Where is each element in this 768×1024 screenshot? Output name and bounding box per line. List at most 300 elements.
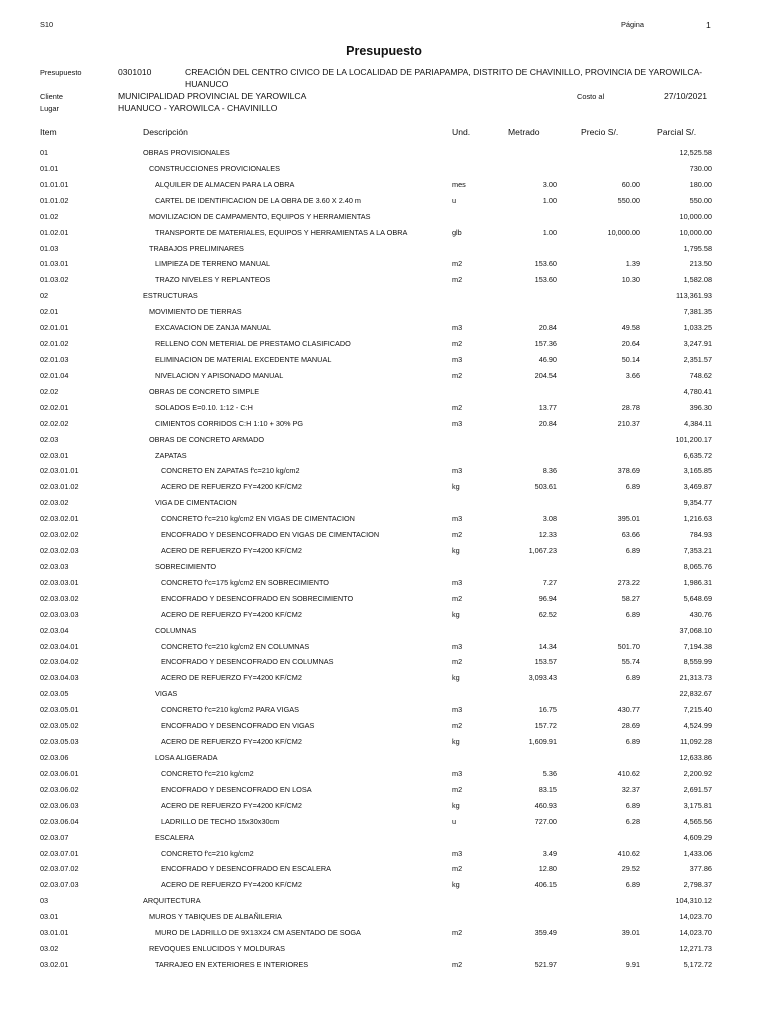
row-parcial: 21,313.73 <box>679 673 712 683</box>
row-item-code: 02.03.05.03 <box>40 737 79 746</box>
row-precio: 501.70 <box>617 641 640 651</box>
cliente-value: MUNICIPALIDAD PROVINCIAL DE YAROWILCA <box>118 91 307 101</box>
row-unit: m2 <box>452 402 463 412</box>
row-unit: m2 <box>452 721 463 731</box>
row-metrado: 1.00 <box>542 227 557 237</box>
row-description: ACERO DE REFUERZO FY=4200 KF/CM2 <box>161 673 302 683</box>
row-precio: 378.69 <box>617 466 640 476</box>
row-precio: 1.39 <box>625 259 640 269</box>
row-description: CONCRETO f'c=210 kg/cm2 PARA VIGAS <box>161 705 299 715</box>
column-header-descripcion: Descripción <box>143 127 188 137</box>
row-unit: kg <box>452 546 460 555</box>
row-parcial: 10,000.00 <box>679 227 712 237</box>
row-item-code: 02.03.06.03 <box>40 800 79 810</box>
row-item-code: 02.03 <box>40 434 59 444</box>
row-parcial: 4,565.56 <box>683 816 712 826</box>
row-item-code: 02.03.07.02 <box>40 864 79 874</box>
row-item-code: 02.03.05 <box>40 689 69 699</box>
row-parcial: 1,433.06 <box>683 848 712 858</box>
row-parcial: 11,092.28 <box>680 737 712 746</box>
row-description: SOBRECIMIENTO <box>155 561 217 571</box>
row-precio: 29.52 <box>621 864 640 874</box>
row-item-code: 03.01 <box>40 912 59 922</box>
row-description: TRANSPORTE DE MATERIALES, EQUIPOS Y HERRAMIENTAS A LA OBRA <box>155 227 408 237</box>
row-unit: m2 <box>452 593 463 603</box>
row-item-code: 01 <box>40 148 49 157</box>
row-parcial: 7,194.38 <box>683 641 712 651</box>
row-description: LIMPIEZA DE TERRENO MANUAL <box>155 259 271 269</box>
row-precio: 32.37 <box>621 784 640 794</box>
row-metrado: 3,093.43 <box>528 673 557 683</box>
row-precio: 6.89 <box>625 546 640 555</box>
page-title: Presupuesto <box>346 44 422 58</box>
row-precio: 10,000.00 <box>607 227 640 237</box>
row-item-code: 02.01 <box>40 307 59 317</box>
row-description: RELLENO CON METERIAL DE PRESTAMO CLASIFICADO <box>155 339 351 348</box>
row-description: VIGAS <box>155 689 178 699</box>
row-parcial: 396.30 <box>689 402 712 412</box>
row-unit: u <box>452 195 457 205</box>
row-description: CONCRETO f'c=210 kg/cm2 <box>161 848 254 858</box>
row-metrado: 7.27 <box>542 577 557 587</box>
row-item-code: 02.03.01.02 <box>40 482 79 492</box>
row-description: EXCAVACION DE ZANJA MANUAL <box>155 323 272 333</box>
row-item-code: 02.03.04.01 <box>40 641 79 651</box>
row-unit: kg <box>452 482 460 492</box>
report-code: S10 <box>40 20 54 29</box>
row-precio: 6.89 <box>625 482 640 492</box>
row-parcial: 1,033.25 <box>683 323 712 333</box>
row-precio: 6.89 <box>625 737 640 746</box>
row-item-code: 02.02.02 <box>40 418 69 428</box>
row-precio: 395.01 <box>617 514 640 524</box>
row-parcial: 377.86 <box>689 864 712 874</box>
row-parcial: 14,023.70 <box>679 912 712 922</box>
table-row <box>0 212 768 224</box>
row-parcial: 10,000.00 <box>679 211 712 221</box>
presupuesto-label: Presupuesto <box>40 68 82 77</box>
row-unit: m2 <box>452 530 463 540</box>
row-item-code: 02.03.01.01 <box>40 466 79 476</box>
row-unit: m3 <box>452 355 463 364</box>
row-parcial: 7,215.40 <box>683 705 712 715</box>
row-unit: m3 <box>452 848 463 858</box>
row-description: ESTRUCTURAS <box>143 291 198 301</box>
table-row <box>0 737 768 749</box>
table-row <box>0 466 768 478</box>
table-row <box>0 689 768 701</box>
row-description: TARRAJEO EN EXTERIORES E INTERIORES <box>155 959 309 969</box>
row-unit: kg <box>452 609 460 619</box>
row-description: OBRAS DE CONCRETO ARMADO <box>149 434 265 444</box>
row-metrado: 153.60 <box>534 259 557 269</box>
row-parcial: 1,795.58 <box>683 243 712 253</box>
row-unit: m3 <box>452 466 463 476</box>
row-item-code: 02.03.06 <box>40 753 69 762</box>
table-row <box>0 705 768 717</box>
row-metrado: 157.36 <box>534 339 557 348</box>
row-metrado: 46.90 <box>538 355 557 364</box>
table-row <box>0 721 768 733</box>
table-row <box>0 801 768 813</box>
column-header-und: Und. <box>452 127 471 137</box>
table-row <box>0 371 768 383</box>
row-item-code: 01.01.02 <box>40 195 69 205</box>
row-unit: m2 <box>452 259 463 269</box>
row-item-code: 02.03.05.02 <box>40 721 79 731</box>
row-item-code: 01.01 <box>40 163 59 173</box>
row-description: CONSTRUCCIONES PROVICIONALES <box>149 163 280 173</box>
table-row <box>0 928 768 940</box>
row-item-code: 02.03.04.02 <box>40 657 79 667</box>
row-unit: m2 <box>452 657 463 667</box>
row-description: MOVILIZACION DE CAMPAMENTO, EQUIPOS Y HERRAMIENTAS <box>149 211 371 221</box>
row-parcial: 113,361.93 <box>676 291 712 301</box>
row-metrado: 83.15 <box>538 784 557 794</box>
row-parcial: 22,832.67 <box>679 689 712 699</box>
row-precio: 210.37 <box>617 418 640 428</box>
table-row <box>0 275 768 287</box>
table-row <box>0 307 768 319</box>
row-precio: 60.00 <box>621 179 640 189</box>
row-unit: kg <box>452 673 460 683</box>
row-item-code: 01.03.02 <box>40 275 69 285</box>
row-parcial: 12,633.86 <box>679 753 712 762</box>
row-parcial: 1,986.31 <box>683 577 712 587</box>
table-row <box>0 673 768 685</box>
row-description: ESCALERA <box>155 832 194 842</box>
row-unit: m3 <box>452 705 463 715</box>
row-parcial: 5,172.72 <box>683 959 712 969</box>
table-row <box>0 896 768 908</box>
row-metrado: 13.77 <box>538 402 557 412</box>
row-description: MOVIMIENTO DE TIERRAS <box>149 307 242 317</box>
column-header-metrado: Metrado <box>508 127 540 137</box>
row-item-code: 02.03.07 <box>40 832 69 842</box>
row-parcial: 12,525.58 <box>679 148 712 157</box>
row-unit: m2 <box>452 339 463 348</box>
table-row <box>0 323 768 335</box>
row-metrado: 727.00 <box>534 816 557 826</box>
row-description: CONCRETO f'c=210 kg/cm2 <box>161 768 254 778</box>
row-item-code: 02.03.04 <box>40 625 69 635</box>
row-unit: m2 <box>452 275 463 285</box>
row-parcial: 4,780.41 <box>683 386 712 396</box>
row-item-code: 02.01.03 <box>40 355 69 364</box>
row-precio: 9.91 <box>625 959 640 969</box>
row-description: SOLADOS E=0.10. 1:12 - C:H <box>155 402 253 412</box>
row-precio: 58.27 <box>621 593 640 603</box>
row-item-code: 02.01.01 <box>40 323 69 333</box>
table-row <box>0 435 768 447</box>
table-row <box>0 228 768 240</box>
row-item-code: 02.03.03.02 <box>40 593 79 603</box>
row-description: ALQUILER DE ALMACEN PARA LA OBRA <box>155 179 295 189</box>
row-parcial: 3,165.85 <box>683 466 712 476</box>
row-item-code: 03.02.01 <box>40 959 69 969</box>
table-row <box>0 594 768 606</box>
table-row <box>0 817 768 829</box>
row-parcial: 213.50 <box>689 259 712 269</box>
row-unit: u <box>452 816 457 826</box>
row-precio: 49.58 <box>621 323 640 333</box>
row-unit: m2 <box>452 928 463 938</box>
table-row <box>0 498 768 510</box>
row-parcial: 180.00 <box>689 179 712 189</box>
row-item-code: 02.03.04.03 <box>40 673 79 683</box>
row-precio: 55.74 <box>621 657 640 667</box>
presupuesto-code: 0301010 <box>118 67 152 77</box>
row-unit: glb <box>452 227 462 237</box>
row-parcial: 784.93 <box>689 530 712 540</box>
row-metrado: 204.54 <box>534 370 557 380</box>
row-metrado: 521.97 <box>534 959 557 969</box>
row-description: COLUMNAS <box>155 625 197 635</box>
table-row <box>0 960 768 972</box>
table-row <box>0 657 768 669</box>
row-item-code: 03.01.01 <box>40 928 69 938</box>
row-parcial: 1,582.08 <box>683 275 712 285</box>
row-parcial: 4,609.29 <box>683 832 712 842</box>
row-item-code: 02.03.07.03 <box>40 880 79 890</box>
table-row <box>0 562 768 574</box>
row-parcial: 2,691.57 <box>683 784 712 794</box>
row-precio: 430.77 <box>617 705 640 715</box>
row-metrado: 460.93 <box>534 800 557 810</box>
row-description: LADRILLO DE TECHO 15x30x30cm <box>161 816 280 826</box>
row-description: NIVELACION Y APISONADO MANUAL <box>155 370 284 380</box>
table-row <box>0 944 768 956</box>
row-precio: 39.01 <box>621 928 640 938</box>
row-description: ZAPATAS <box>155 450 187 460</box>
row-item-code: 02.03.06.04 <box>40 816 79 826</box>
table-row <box>0 482 768 494</box>
table-row <box>0 642 768 654</box>
row-precio: 6.89 <box>625 880 640 890</box>
table-row <box>0 339 768 351</box>
row-precio: 28.69 <box>621 721 640 731</box>
row-precio: 410.62 <box>617 848 640 858</box>
row-item-code: 03 <box>40 896 49 906</box>
row-description: ENCOFRADO Y DESENCOFRADO EN VIGAS DE CIMENTACION <box>161 530 380 540</box>
row-unit: m3 <box>452 514 463 524</box>
row-parcial: 4,384.11 <box>684 418 712 428</box>
row-unit: m2 <box>452 864 463 874</box>
row-description: ENCOFRADO Y DESENCOFRADO EN VIGAS <box>161 721 315 731</box>
row-item-code: 02.03.01 <box>40 450 69 460</box>
row-parcial: 3,469.87 <box>683 482 712 492</box>
lugar-value: HUANUCO - YAROWILCA - CHAVINILLO <box>118 103 278 113</box>
row-precio: 6.28 <box>625 816 640 826</box>
row-metrado: 16.75 <box>538 705 557 715</box>
row-precio: 273.22 <box>617 577 640 587</box>
row-parcial: 3,247.91 <box>683 339 712 348</box>
row-description: ACERO DE REFUERZO FY=4200 KF/CM2 <box>161 800 302 810</box>
table-row <box>0 610 768 622</box>
row-metrado: 8.36 <box>542 466 557 476</box>
row-description: ACERO DE REFUERZO FY=4200 KF/CM2 <box>161 546 302 555</box>
row-item-code: 02.03.02.03 <box>40 546 79 555</box>
row-description: ACERO DE REFUERZO FY=4200 KF/CM2 <box>161 880 302 890</box>
row-item-code: 02.03.05.01 <box>40 705 79 715</box>
table-row <box>0 833 768 845</box>
row-item-code: 02.01.04 <box>40 370 69 380</box>
row-item-code: 02.03.03.01 <box>40 577 79 587</box>
row-description: MUROS Y TABIQUES DE ALBAÑILERIA <box>149 912 282 922</box>
row-item-code: 01.02.01 <box>40 227 69 237</box>
row-parcial: 8,559.99 <box>683 657 712 667</box>
row-description: TRABAJOS PRELIMINARES <box>149 243 244 253</box>
row-unit: m3 <box>452 418 463 428</box>
table-row <box>0 196 768 208</box>
row-description: ACERO DE REFUERZO FY=4200 KF/CM2 <box>161 609 302 619</box>
table-row <box>0 259 768 271</box>
table-row <box>0 451 768 463</box>
table-row <box>0 244 768 256</box>
row-precio: 10.30 <box>621 275 640 285</box>
row-description: CARTEL DE IDENTIFICACION DE LA OBRA DE 3.60 X 2.40 m <box>155 195 361 205</box>
table-row <box>0 148 768 160</box>
row-parcial: 2,351.57 <box>683 355 712 364</box>
row-metrado: 62.52 <box>538 609 557 619</box>
row-unit: m2 <box>452 784 463 794</box>
row-parcial: 1,216.63 <box>683 514 712 524</box>
row-precio: 6.89 <box>625 609 640 619</box>
row-description: ARQUITECTURA <box>143 896 201 906</box>
row-unit: m2 <box>452 370 463 380</box>
row-unit: kg <box>452 737 460 746</box>
table-row <box>0 403 768 415</box>
row-description: VIGA DE CIMENTACION <box>155 498 237 508</box>
row-metrado: 1,067.23 <box>528 546 557 555</box>
row-metrado: 157.72 <box>534 721 557 731</box>
row-metrado: 5.36 <box>542 768 557 778</box>
row-description: CONCRETO EN ZAPATAS f'c=210 kg/cm2 <box>161 466 300 476</box>
row-metrado: 3.08 <box>542 514 557 524</box>
row-metrado: 153.60 <box>534 275 557 285</box>
row-precio: 410.62 <box>617 768 640 778</box>
table-row <box>0 419 768 431</box>
row-unit: kg <box>452 880 460 890</box>
row-parcial: 12,271.73 <box>679 944 712 953</box>
row-item-code: 01.01.01 <box>40 179 69 189</box>
table-row <box>0 864 768 876</box>
row-unit: mes <box>452 179 466 189</box>
row-parcial: 748.62 <box>689 370 712 380</box>
row-item-code: 02.03.06.01 <box>40 768 79 778</box>
row-item-code: 02.02 <box>40 386 59 396</box>
row-metrado: 12.33 <box>538 530 557 540</box>
row-description: REVOQUES ENLUCIDOS Y MOLDURAS <box>149 944 285 953</box>
table-row <box>0 291 768 303</box>
row-description: ENCOFRADO Y DESENCOFRADO EN ESCALERA <box>161 864 332 874</box>
row-precio: 6.89 <box>625 800 640 810</box>
row-parcial: 5,648.69 <box>683 593 712 603</box>
row-parcial: 2,798.37 <box>683 880 712 890</box>
row-unit: kg <box>452 800 460 810</box>
row-parcial: 4,524.99 <box>683 721 712 731</box>
row-parcial: 730.00 <box>689 163 712 173</box>
row-item-code: 02.03.02.02 <box>40 530 79 540</box>
row-metrado: 406.15 <box>534 880 557 890</box>
row-description: ENCOFRADO Y DESENCOFRADO EN COLUMNAS <box>161 657 334 667</box>
row-metrado: 153.57 <box>534 657 557 667</box>
row-metrado: 503.61 <box>534 482 557 492</box>
row-unit: m2 <box>452 959 463 969</box>
row-metrado: 1,609.91 <box>528 737 557 746</box>
row-description: CONCRETO f'c=210 kg/cm2 EN COLUMNAS <box>161 641 310 651</box>
table-row <box>0 912 768 924</box>
row-unit: m3 <box>452 323 463 333</box>
lugar-label: Lugar <box>40 104 59 113</box>
row-description: CONCRETO f'c=175 kg/cm2 EN SOBRECIMIENTO <box>161 577 329 587</box>
row-precio: 550.00 <box>617 195 640 205</box>
table-row <box>0 180 768 192</box>
row-metrado: 3.00 <box>542 179 557 189</box>
row-metrado: 96.94 <box>538 593 557 603</box>
row-metrado: 1.00 <box>542 195 557 205</box>
table-row <box>0 514 768 526</box>
row-parcial: 430.76 <box>689 609 712 619</box>
costo-date: 27/10/2021 <box>664 91 708 101</box>
page-label: Página <box>621 20 645 29</box>
row-item-code: 02.03.02 <box>40 498 69 508</box>
row-item-code: 02.03.07.01 <box>40 848 79 858</box>
row-metrado: 12.80 <box>538 864 557 874</box>
row-item-code: 02.02.01 <box>40 402 69 412</box>
table-row <box>0 387 768 399</box>
table-row <box>0 578 768 590</box>
row-parcial: 104,310.12 <box>675 896 712 906</box>
row-description: ACERO DE REFUERZO FY=4200 KF/CM2 <box>161 482 302 492</box>
table-row <box>0 626 768 638</box>
row-parcial: 3,175.81 <box>683 800 712 810</box>
table-row <box>0 880 768 892</box>
column-header-precio: Precio S/. <box>581 127 619 137</box>
row-item-code: 01.03 <box>40 243 59 253</box>
table-row <box>0 769 768 781</box>
row-description: OBRAS PROVISIONALES <box>143 148 230 157</box>
page-number: 1 <box>706 20 711 30</box>
row-description: CIMIENTOS CORRIDOS C:H 1:10 + 30% PG <box>155 418 304 428</box>
row-parcial: 101,200.17 <box>675 434 712 444</box>
row-item-code: 01.02 <box>40 211 59 221</box>
row-item-code: 03.02 <box>40 944 59 953</box>
row-parcial: 2,200.92 <box>683 768 712 778</box>
row-parcial: 7,381.35 <box>683 307 712 317</box>
row-parcial: 9,354.77 <box>683 498 712 508</box>
row-item-code: 02.03.03 <box>40 561 69 571</box>
row-description: CONCRETO f'c=210 kg/cm2 EN VIGAS DE CIMENTACION <box>161 514 355 524</box>
row-item-code: 02.01.02 <box>40 339 69 348</box>
row-description: LOSA ALIGERADA <box>155 753 218 762</box>
table-row <box>0 355 768 367</box>
row-metrado: 359.49 <box>534 928 557 938</box>
row-description: MURO DE LADRILLO DE 9X13X24 CM ASENTADO DE SOGA <box>155 928 361 938</box>
row-description: ENCOFRADO Y DESENCOFRADO EN LOSA <box>161 784 312 794</box>
row-metrado: 14.34 <box>538 641 557 651</box>
column-header-item: Item <box>40 127 57 137</box>
row-precio: 20.64 <box>621 339 640 348</box>
row-parcial: 7,353.21 <box>683 546 712 555</box>
row-precio: 50.14 <box>621 355 640 364</box>
row-unit: m3 <box>452 641 463 651</box>
row-precio: 3.66 <box>625 370 640 380</box>
cliente-label: Cliente <box>40 92 64 101</box>
table-row <box>0 546 768 558</box>
presupuesto-description-line2: HUANUCO <box>185 79 229 89</box>
row-metrado: 3.49 <box>542 848 557 858</box>
